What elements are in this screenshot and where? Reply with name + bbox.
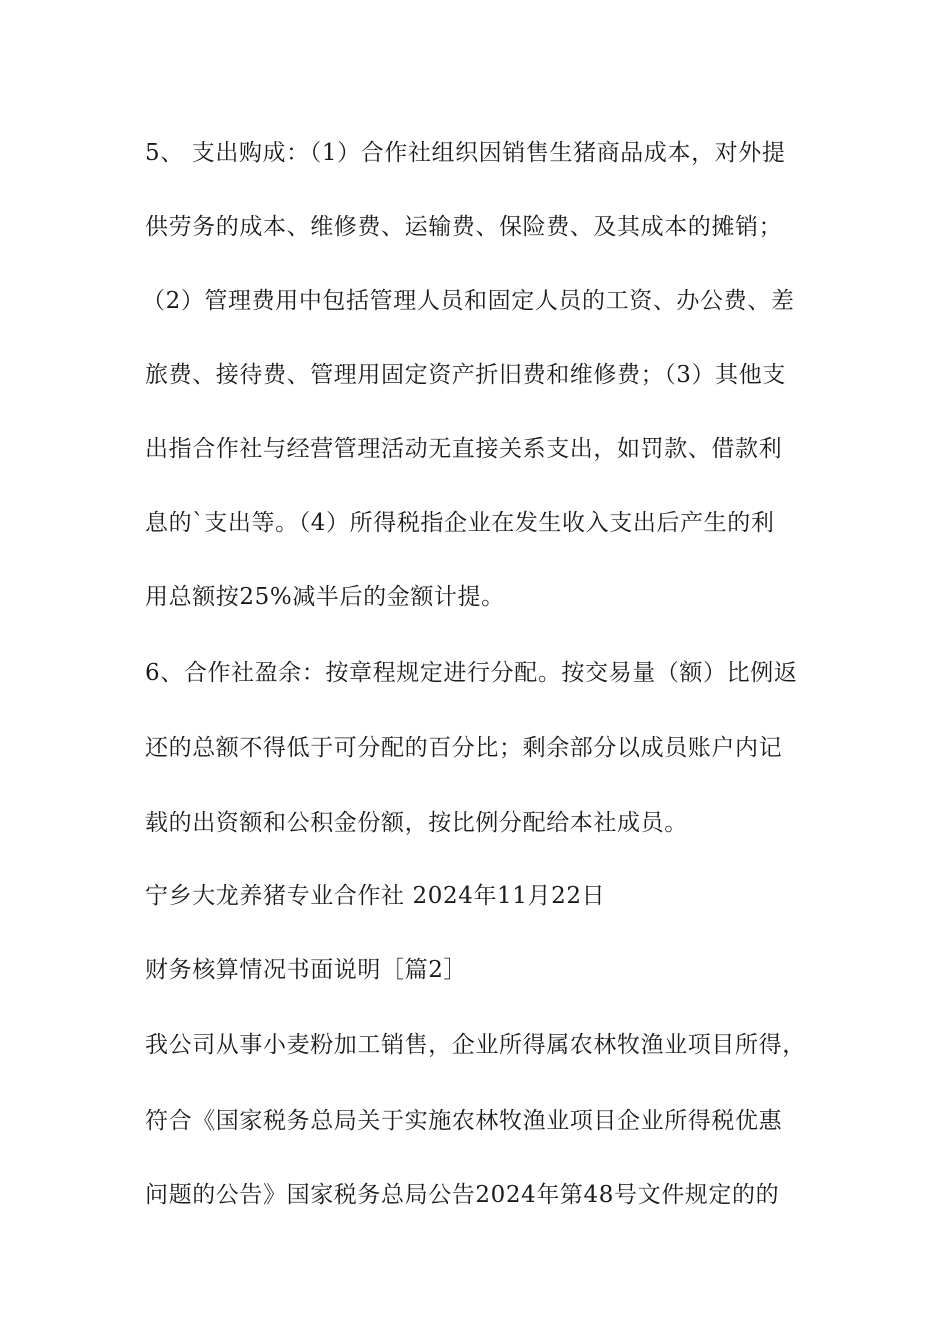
paragraph-5-line-5: 出指合作社与经营管理活动无直接关系支出，如罚款、借款利 [145,436,783,462]
paragraph-5-line-7: 用总额按25%减半后的金额计提。 [145,584,505,610]
paragraph-2-line-1: 我公司从事小麦粉加工销售，企业所得属农林牧渔业项目所得， [145,1032,806,1058]
section-title: 财务核算情况书面说明［篇2］ [145,957,468,983]
paragraph-5-line-2: 供劳务的成本、维修费、运输费、保险费、及其成本的摊销； [145,214,783,240]
signature-line: 宁乡大龙养猪专业合作社 2024年11月22日 [145,883,606,909]
paragraph-6-line-3: 载的出资额和公积金份额，按比例分配给本社成员。 [145,810,688,836]
paragraph-6-line-2: 还的总额不得低于可分配的百分比；剩余部分以成员账户内记 [145,735,783,761]
paragraph-2-line-2: 符合《国家税务总局关于实施农林牧渔业项目企业所得税优惠 [145,1108,783,1134]
paragraph-5-line-4: 旅费、接待费、管理用固定资产折旧费和维修费；（3）其他支 [145,362,786,388]
paragraph-5-line-3: （2）管理费用中包括管理人员和固定人员的工资、办公费、差 [142,288,795,314]
paragraph-2-line-3: 问题的公告》国家税务总局公告2024年第48号文件规定的的 [145,1182,780,1208]
paragraph-5-line-1: 5、 支出购成：（1）合作社组织因销售生猪商品成本，对外提 [145,140,786,166]
paragraph-5-line-6: 息的`支出等。（4）所得税指企业在发生收入支出后产生的利 [145,510,775,536]
paragraph-6-line-1: 6、合作社盈余：按章程规定进行分配。按交易量（额）比例返 [145,660,798,686]
